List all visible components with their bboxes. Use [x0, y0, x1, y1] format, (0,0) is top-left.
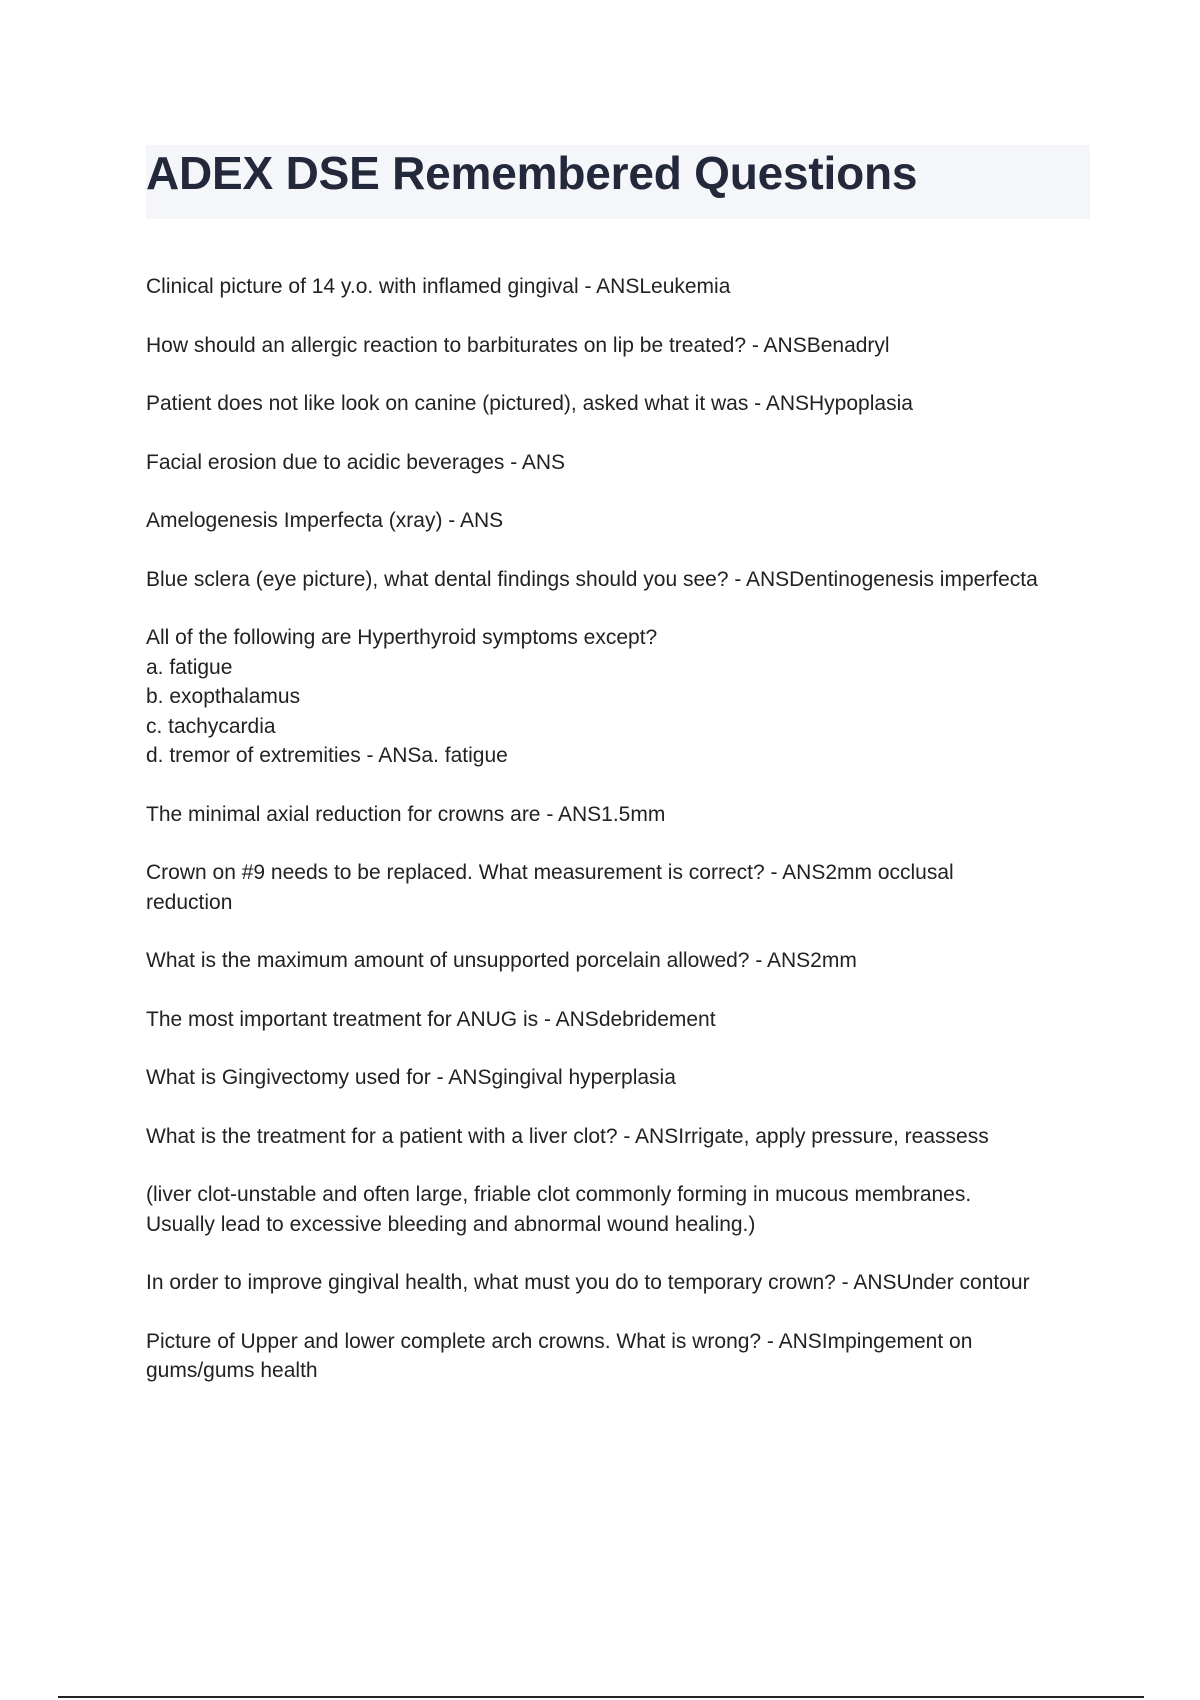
- qa-entry: (liver clot-unstable and often large, friable clot commonly forming in mucous membranes. Usually lead to excessive bleeding and abnormal wound healing.): [146, 1183, 972, 1236]
- qa-list: [146, 272, 1106, 1415]
- qa-entry: Blue sclera (eye picture), what dental findings should you see? - ANSDentinogenesis imperfecta: [146, 567, 1038, 591]
- qa-entry: Clinical picture of 14 y.o. with inflamed gingival - ANSLeukemia: [146, 275, 731, 298]
- footer-rule: [58, 1696, 1144, 1698]
- qa-entry: Crown on #9 needs to be replaced. What measurement is correct? - ANS2mm occlusal reduction: [146, 861, 954, 914]
- qa-entry: Picture of Upper and lower complete arch crowns. What is wrong? - ANSImpingement on gums/gums health: [146, 1329, 973, 1382]
- qa-entry: The most important treatment for ANUG is - ANSdebridement: [146, 1007, 716, 1031]
- qa-entry: Facial erosion due to acidic beverages - ANS: [146, 450, 566, 474]
- document-title: ADEX DSE Remembered Questions: [146, 147, 918, 199]
- qa-entry: The minimal axial reduction for crowns are - ANS1.5mm: [146, 802, 666, 826]
- qa-entry: What is the maximum amount of unsupported porcelain allowed? - ANS2mm: [146, 949, 857, 972]
- qa-entry: How should an allergic reaction to barbiturates on lip be treated? - ANSBenadryl: [146, 333, 890, 357]
- qa-entry: All of the following are Hyperthyroid symptoms except? a. fatigue b. exopthalamus c. tachycardia d. tremor of extremities - ANSa. fatigue: [146, 626, 658, 767]
- qa-entry: In order to improve gingival health, what must you do to temporary crown? - ANSUnder contour: [146, 1271, 1030, 1294]
- qa-entry: Patient does not like look on canine (pictured), asked what it was - ANSHypoplasia: [146, 392, 913, 415]
- qa-entry: What is Gingivectomy used for - ANSgingival hyperplasia: [146, 1066, 676, 1089]
- qa-entry: Amelogenesis Imperfecta (xray) - ANS: [146, 509, 504, 532]
- qa-entry: What is the treatment for a patient with a liver clot? - ANSIrrigate, apply pressure, reassess: [146, 1124, 989, 1148]
